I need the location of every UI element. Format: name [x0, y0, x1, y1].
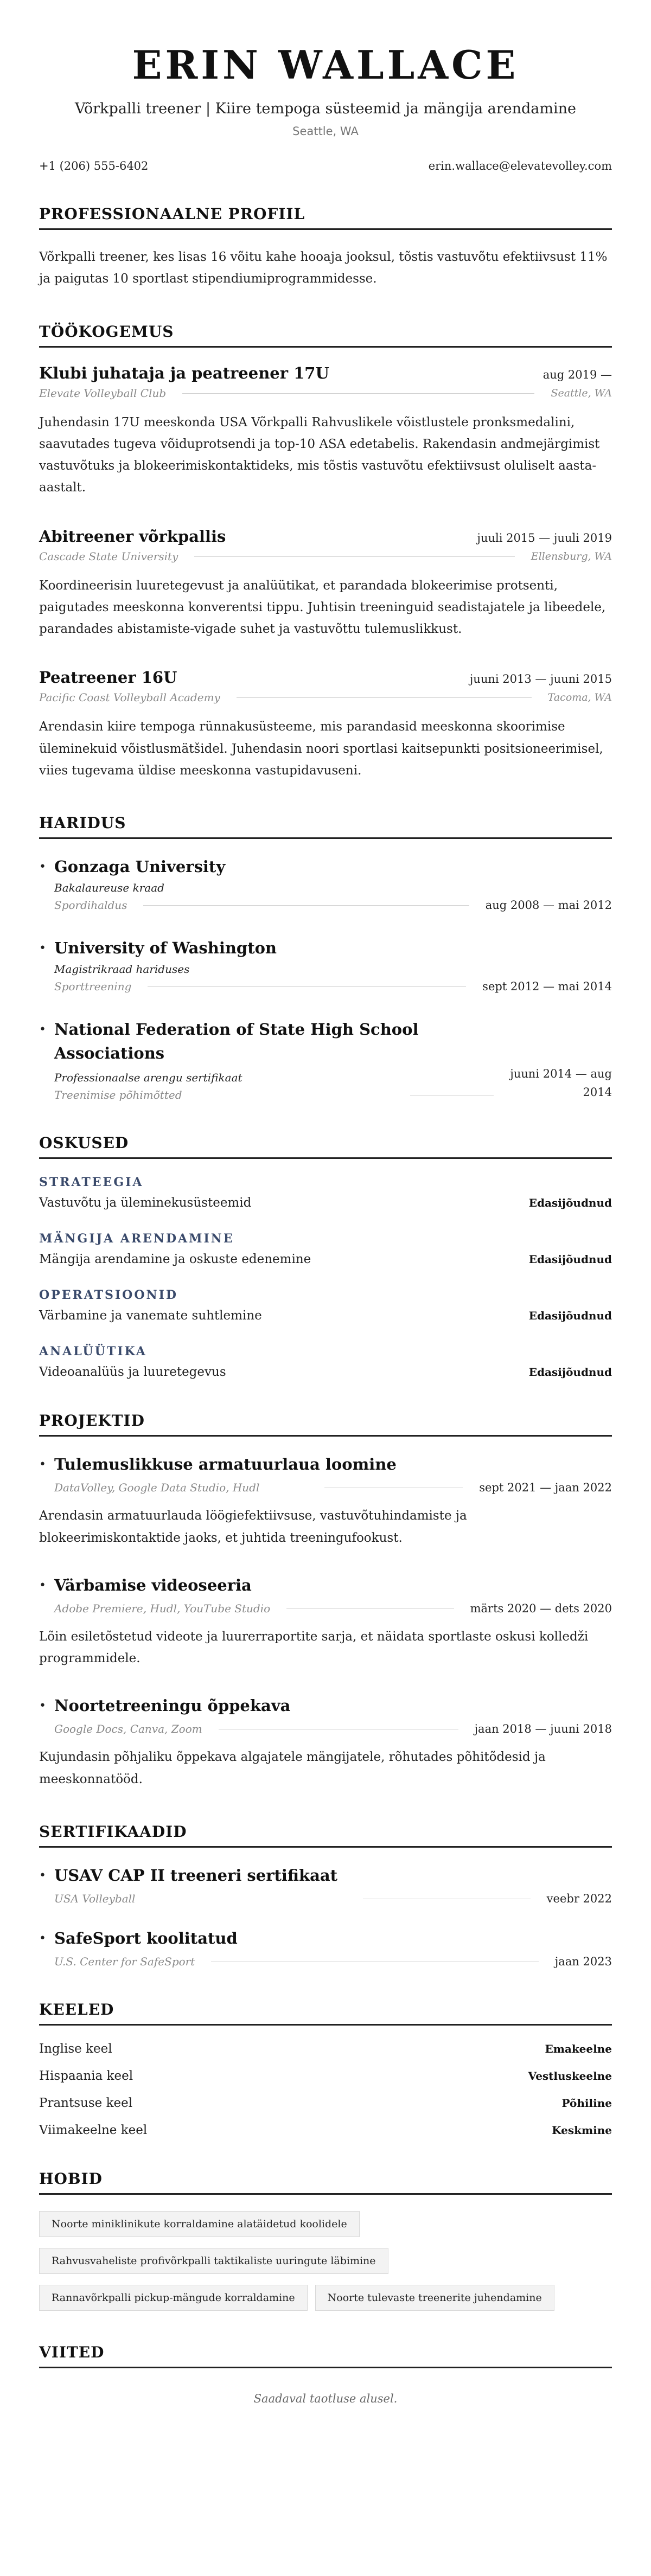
language-name: Hispaania keel: [39, 2068, 133, 2083]
hobbies-section: [39, 2170, 612, 2311]
language-level: Keskmine: [552, 2123, 612, 2137]
project-entry: [39, 1694, 612, 1790]
field-of-study: Spordihaldus: [54, 899, 127, 912]
languages-section: [39, 2001, 612, 2137]
certification-issuer: USA Volleyball: [54, 1892, 136, 1905]
references-text: Saadaval taotluse alusel.: [253, 2392, 398, 2405]
project-dates: sept 2021 — jaan 2022: [479, 1481, 612, 1495]
leader-line: [194, 556, 514, 557]
phone: +1 (206) 555-6402: [39, 159, 149, 173]
leader-line: [324, 1487, 463, 1488]
job-description: Koordineerisin luuretegevust ja analüütikat, et parandada blokeerimise protsenti, paigutades meeskonna konverentsi tippu. Juhtisin treeninguid seadistajatele ja libeedele, parandades abistamiste-vigade suhet ja vastuvõttu tulemuslikkust.: [39, 578, 606, 637]
leader-line: [410, 1094, 494, 1095]
education-entry: [39, 1018, 612, 1101]
bullet-icon: •: [39, 1023, 46, 1037]
degree: Professionaalse arengu sertifikaat: [54, 1071, 242, 1085]
leader-line: [237, 697, 532, 698]
bullet-icon: •: [39, 941, 46, 956]
school-name: Gonzaga University: [54, 857, 226, 876]
job-title: Klubi juhataja ja peatreener 17U: [39, 363, 329, 382]
leader-line: [182, 393, 534, 394]
bullet-icon: •: [39, 860, 46, 874]
profile-section: [39, 205, 612, 290]
section-title: SERTIFIKAADID: [39, 1823, 612, 1848]
job-location: Tacoma, WA: [547, 691, 612, 704]
education-dates-line1: juuni 2014 — aug: [510, 1067, 612, 1081]
profile-text: Võrkpalli treener, kes lisas 16 võitu kahe hooaja jooksul, tõstis vastuvõtu efektiivsust 11% ja paigutas 10 sportlast stipendiumiprogrammidesse.: [39, 250, 608, 286]
section-title: TÖÖKOGEMUS: [39, 323, 612, 348]
education-dates: sept 2012 — mai 2014: [482, 980, 612, 994]
job-dates: juuli 2015 — juuli 2019: [477, 531, 612, 544]
hobby-tag: Noorte tulevaste treenerite juhendamine: [315, 2285, 554, 2311]
project-tools: DataVolley, Google Data Studio, Hudl: [54, 1481, 260, 1495]
education-entry: [39, 855, 612, 912]
project-entry: [39, 1453, 612, 1549]
skill-level: Edasijõudnud: [528, 1253, 612, 1266]
bullet-icon: •: [39, 1699, 46, 1713]
language-name: Inglise keel: [39, 2041, 112, 2056]
skill-name: Vastuvõtu ja üleminekusüsteemid: [39, 1196, 252, 1210]
headline: Võrkpalli treener | Kiire tempoga süsteemid ja mängija arendamine: [75, 100, 576, 118]
hobby-tag: Rannavõrkpalli pickup-mängude korraldamine: [39, 2285, 308, 2311]
job-entry: [39, 668, 612, 781]
skills-section: [39, 1134, 612, 1379]
certifications-section: [39, 1823, 612, 1968]
job-org: Cascade State University: [39, 549, 178, 563]
skill-category: ANALÜÜTIKA: [39, 1344, 147, 1359]
education-entry: [39, 937, 612, 993]
bullet-icon: •: [39, 1931, 46, 1945]
candidate-name: ERIN WALLACE: [132, 42, 519, 88]
school-name: University of Washington: [54, 939, 277, 958]
job-description: Juhendasin 17U meeskonda USA Võrkpalli Rahvuslikele võistlustele pronksmedalini, saavutades tugeva võiduprotsendi ja top-10 ASA edetabelis. Rakendasin andmejärgimist vastuvõtuks ja blokeerimiskontaktideks, mis tõstis vastuvõtu efektiivsust oluliselt aasta-aastalt.: [39, 415, 600, 495]
project-title: Noortetreeningu õppekava: [54, 1696, 291, 1715]
language-row: [39, 2069, 612, 2083]
job-entry: [39, 364, 612, 499]
section-title: HARIDUS: [39, 814, 612, 839]
field-of-study: Treenimise põhimõtted: [54, 1088, 182, 1102]
bullet-icon: •: [39, 1578, 46, 1592]
skill-group: [39, 1175, 612, 1210]
job-title: Abitreener võrkpallis: [39, 527, 226, 546]
skill-group: [39, 1344, 612, 1379]
location: Seattle, WA: [292, 125, 359, 138]
hobby-tags: [39, 2211, 612, 2311]
certification-title: SafeSport koolitatud: [54, 1928, 238, 1947]
language-level: Põhiline: [561, 2096, 612, 2110]
project-description: Kujundasin põhjaliku õppekava algajatele mängijatele, rõhutades põhitõdesid ja meeskonnatööd.: [39, 1750, 546, 1786]
experience-section: [39, 323, 612, 782]
project-title: Tulemuslikkuse armatuurlaua loomine: [54, 1455, 397, 1474]
project-dates: märts 2020 — dets 2020: [470, 1601, 612, 1615]
language-row: [39, 2042, 612, 2056]
job-dates: juuni 2013 — juuni 2015: [469, 672, 612, 686]
resume-page: [39, 0, 612, 2405]
section-title: HOBID: [39, 2170, 612, 2195]
language-level: Emakeelne: [545, 2042, 612, 2055]
education-dates: [510, 1065, 612, 1101]
skill-level: Edasijõudnud: [528, 1309, 612, 1323]
job-location: Ellensburg, WA: [531, 550, 612, 562]
certification-entry: [39, 1927, 612, 1968]
education-section: [39, 814, 612, 1101]
skill-group: [39, 1288, 612, 1323]
job-entry: [39, 527, 612, 640]
language-row: [39, 2123, 612, 2137]
bullet-icon: •: [39, 1458, 46, 1472]
job-org: Elevate Volleyball Club: [39, 386, 167, 400]
project-tools: Google Docs, Canva, Zoom: [54, 1722, 202, 1736]
skill-level: Edasijõudnud: [528, 1196, 612, 1210]
hobby-tag: Rahvusvaheliste profivõrkpalli taktikaliste uuringute läbimine: [39, 2248, 388, 2274]
section-title: VIITED: [39, 2343, 612, 2368]
leader-line: [143, 905, 469, 906]
skill-category: MÄNGIJA ARENDAMINE: [39, 1232, 234, 1246]
project-dates: jaan 2018 — juuni 2018: [474, 1722, 612, 1736]
email[interactable]: erin.wallace@elevatevolley.com: [428, 159, 612, 173]
project-description: Lõin esiletõstetud videote ja luurerraportite sarja, et näidata sportlaste oskusi kolledži programmidele.: [39, 1629, 589, 1666]
skill-name: Mängija arendamine ja oskuste edenemine: [39, 1252, 311, 1267]
school-name: National Federation of State High School Associations: [54, 1020, 419, 1062]
certification-entry: [39, 1864, 612, 1905]
language-row: [39, 2096, 612, 2110]
leader-line: [211, 1961, 539, 1962]
projects-section: [39, 1412, 612, 1790]
skill-category: OPERATSIOONID: [39, 1288, 178, 1303]
certification-date: jaan 2023: [554, 1955, 612, 1968]
job-description: Arendasin kiire tempoga rünnakusüsteeme, mis parandasid meeskonna skoorimise üleminekuid võistlusmätšidel. Juhendasin noori sportlasi kaitsepunkti positsioneerimisel, viies tugevama üldise meeskonna vastupidavuseni.: [39, 720, 603, 778]
skill-group: [39, 1232, 612, 1266]
references-section: [39, 2343, 612, 2405]
skill-name: Värbamine ja vanemate suhtlemine: [39, 1309, 262, 1323]
job-org: Pacific Coast Volleyball Academy: [39, 691, 220, 704]
job-title: Peatreener 16U: [39, 668, 177, 687]
project-description: Arendasin armatuurlauda löögiefektiivsuse, vastuvõtuhindamiste ja blokeerimiskontaktide jaoks, et juhtida treeningufookust.: [39, 1509, 467, 1545]
leader-line: [148, 986, 466, 987]
degree: Bakalaureuse kraad: [54, 881, 164, 895]
section-title: KEELED: [39, 2001, 612, 2026]
language-name: Prantsuse keel: [39, 2096, 133, 2110]
hobby-tag: Noorte miniklinikute korraldamine alatäidetud koolidele: [39, 2211, 360, 2237]
leader-line: [363, 1898, 530, 1899]
leader-line: [286, 1608, 454, 1609]
certification-title: USAV CAP II treeneri sertifikaat: [54, 1866, 338, 1885]
project-tools: Adobe Premiere, Hudl, YouTube Studio: [54, 1601, 271, 1615]
language-name: Viimakeelne keel: [39, 2123, 148, 2137]
bullet-icon: •: [39, 1868, 46, 1882]
section-title: PROJEKTID: [39, 1412, 612, 1437]
degree: Magistrikraad hariduses: [54, 963, 190, 976]
section-title: PROFESSIONAALNE PROFIIL: [39, 205, 612, 230]
field-of-study: Sporttreening: [54, 980, 132, 994]
skill-level: Edasijõudnud: [528, 1366, 612, 1379]
education-dates: aug 2008 — mai 2012: [485, 899, 612, 912]
skill-name: Videoanalüüs ja luuretegevus: [39, 1365, 226, 1380]
certification-issuer: U.S. Center for SafeSport: [54, 1955, 195, 1968]
skill-category: STRATEEGIA: [39, 1175, 144, 1190]
job-dates: aug 2019 —: [542, 368, 612, 381]
section-title: OSKUSED: [39, 1134, 612, 1159]
contact-row: [39, 159, 612, 172]
job-location: Seattle, WA: [551, 387, 612, 399]
project-entry: [39, 1574, 612, 1670]
language-level: Vestluskeelne: [528, 2069, 612, 2082]
project-title: Värbamise videoseeria: [54, 1575, 252, 1594]
education-dates-line2: 2014: [583, 1085, 612, 1099]
certification-date: veebr 2022: [546, 1892, 612, 1905]
leader-line: [219, 1728, 458, 1729]
